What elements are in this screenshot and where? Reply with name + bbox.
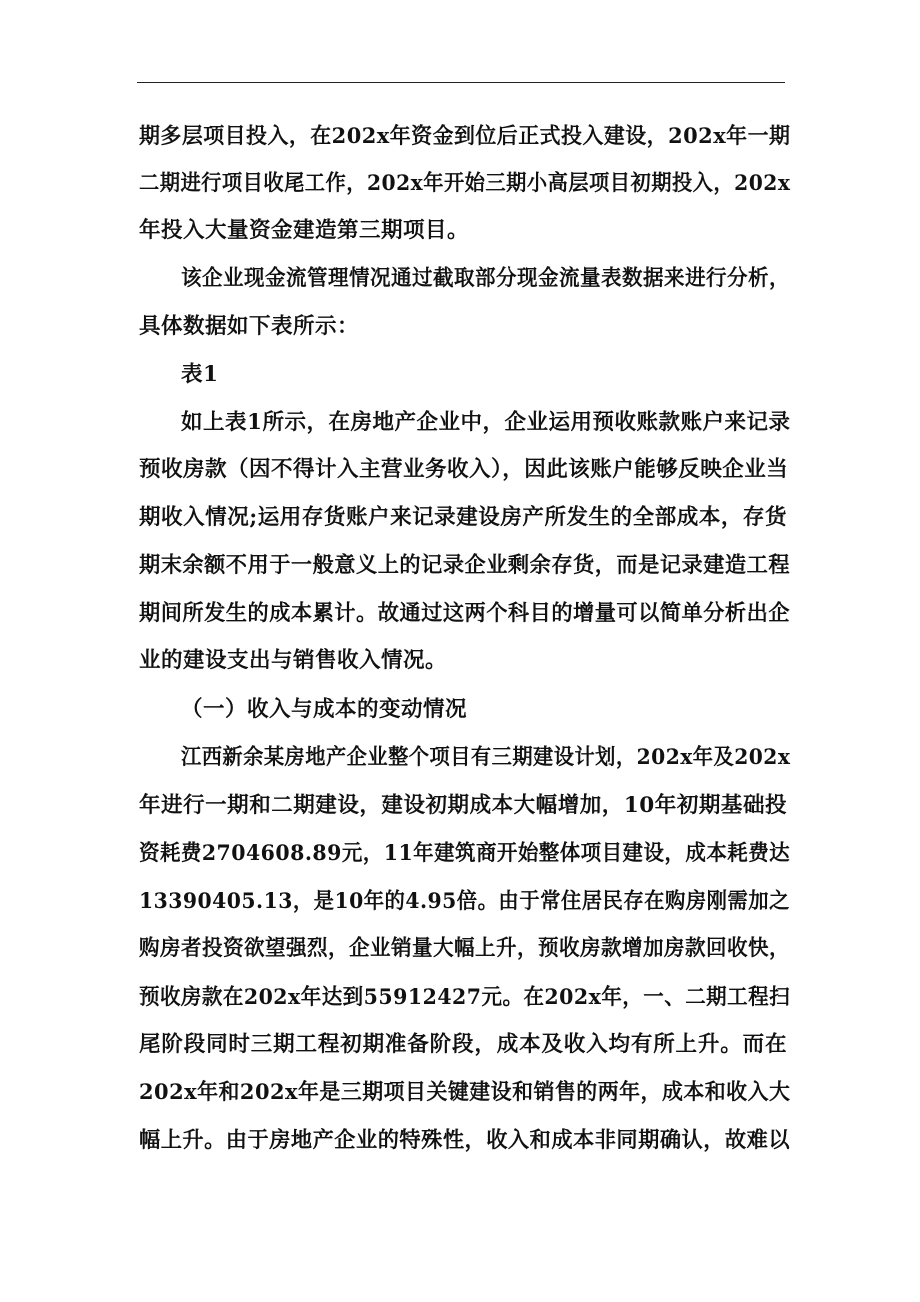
text-line: 江西新余某房地产企业整个项目有三期建设计划，202x年及202x xyxy=(181,745,791,770)
text-line: 该企业现金流管理情况通过截取部分现金流量表数据来进行分析， xyxy=(181,266,790,291)
text-line: 业的建设支出与销售收入情况。 xyxy=(139,648,448,673)
text-line: 年投入大量资金建造第三期项目。 xyxy=(139,218,470,243)
text-line: 期收入情况;运用存货账户来记录建设房产所发生的全部成本，存货 xyxy=(139,505,787,530)
table-caption: 表1 xyxy=(181,362,219,387)
text-line: 期多层项目投入，在202x年资金到位后正式投入建设，202x年一期 xyxy=(139,124,791,149)
text-line: 二期进行项目收尾工作，202x年开始三期小高层项目初期投入，202x xyxy=(139,171,791,196)
text-line: 如上表1所示，在房地产企业中，企业运用预收账款账户来记录 xyxy=(181,410,791,435)
text-line: 预收房款（因不得计入主营业务收入），因此该账户能够反映企业当 xyxy=(139,457,789,482)
text-line: 具体数据如下表所示： xyxy=(139,314,360,339)
section-heading: （一）收入与成本的变动情况 xyxy=(181,697,468,722)
text-line: 13390405.13，是10年的4.95倍。由于常住居民存在购房刚需加之 xyxy=(139,889,790,914)
text-line: 期末余额不用于一般意义上的记录企业剩余存货，而是记录建造工程 xyxy=(139,553,791,578)
text-line: 幅上升。由于房地产企业的特殊性，收入和成本非同期确认，故难以 xyxy=(139,1128,791,1153)
text-line: 资耗费2704608.89元，11年建筑商开始整体项目建设，成本耗费达 xyxy=(139,841,791,866)
text-line: 期间所发生的成本累计。故通过这两个科目的增量可以简单分析出企 xyxy=(139,601,791,626)
header-rule xyxy=(137,82,785,83)
text-line: 预收房款在202x年达到55912427元。在202x年，一、二期工程扫 xyxy=(139,985,791,1010)
text-line: 购房者投资欲望强烈，企业销量大幅上升，预收房款增加房款回收快， xyxy=(139,936,790,961)
text-line: 年进行一期和二期建设，建设初期成本大幅增加，10年初期基础投 xyxy=(139,793,787,818)
text-line: 尾阶段同时三期工程初期准备阶段，成本及收入均有所上升。而在 xyxy=(139,1032,787,1057)
text-line: 202x年和202x年是三期项目关键建设和销售的两年，成本和收入大 xyxy=(139,1080,791,1105)
